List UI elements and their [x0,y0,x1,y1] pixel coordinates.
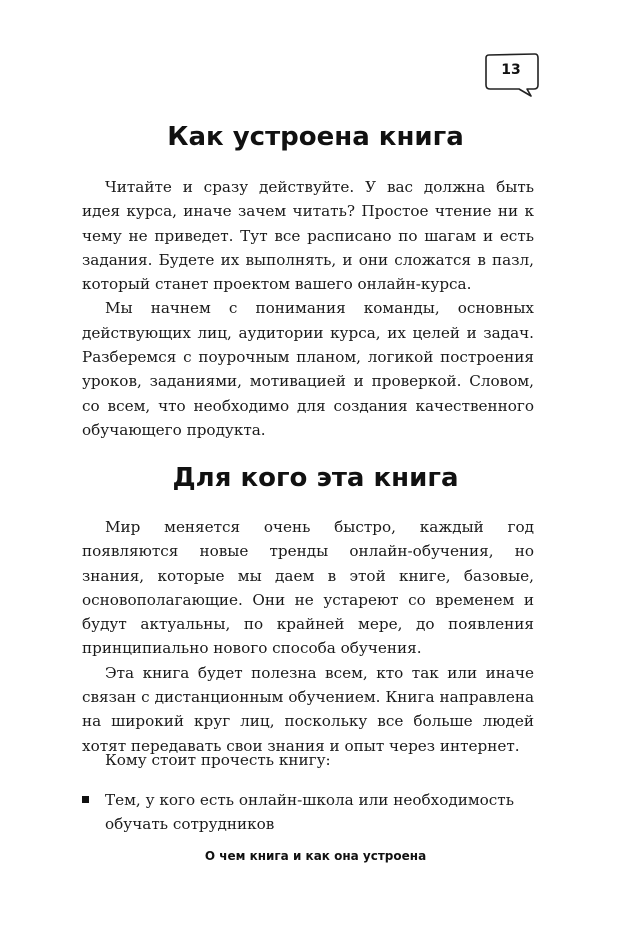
section-1-body [82,175,534,442]
paragraph: Мир меняется очень быстро, каждый год появляются новые тренды онлайн-обучения, но знания, которые мы даем в этой книге, базовые, основополагающие. Они не устареют со временем и будут актуальны, по крайней мере, до появления принципиально нового способа обучения. [82,518,534,658]
audience-intro: Кому стоит прочесть книгу: [105,751,331,769]
list-item-text: Тем, у кого есть онлайн-школа или необходимость обучать сотрудников [105,791,514,833]
running-footer-title: О чем книга и как она устроена [204,849,427,863]
list-item [82,788,534,836]
paragraph: Мы начнем с понимания команды, основных действующих лиц, аудитории курса, их целей и задач. Разберемся с поурочным планом, логикой построения уроков, заданиями, мотивацией и проверкой. Словом, со всем, что необходимо для создания качественного обучающего продукта. [82,299,534,439]
section-heading-how-book-built: Как устроена книга [167,122,464,152]
page-number: 13 [501,62,521,78]
audience-list [82,788,534,836]
section-2-body [82,515,534,758]
paragraph: Эта книга будет полезна всем, кто так или иначе связан с дистанционным обучением. Книга направлена на широкий круг лиц, поскольку все больше людей хотят передавать свои знания и опыт через интернет. [82,663,534,755]
page-number-badge [483,52,541,98]
section-heading-who-is-book-for: Для кого эта книга [172,463,459,493]
square-bullet-icon [82,796,89,803]
paragraph: Читайте и сразу действуйте. У вас должна быть идея курса, иначе зачем читать? Простое чтение ни к чему не приведет. Тут все расписано по шагам и есть задания. Будете их выполнять, и они сложатся в пазл, который станет проектом вашего онлайн-курса. [82,178,534,294]
